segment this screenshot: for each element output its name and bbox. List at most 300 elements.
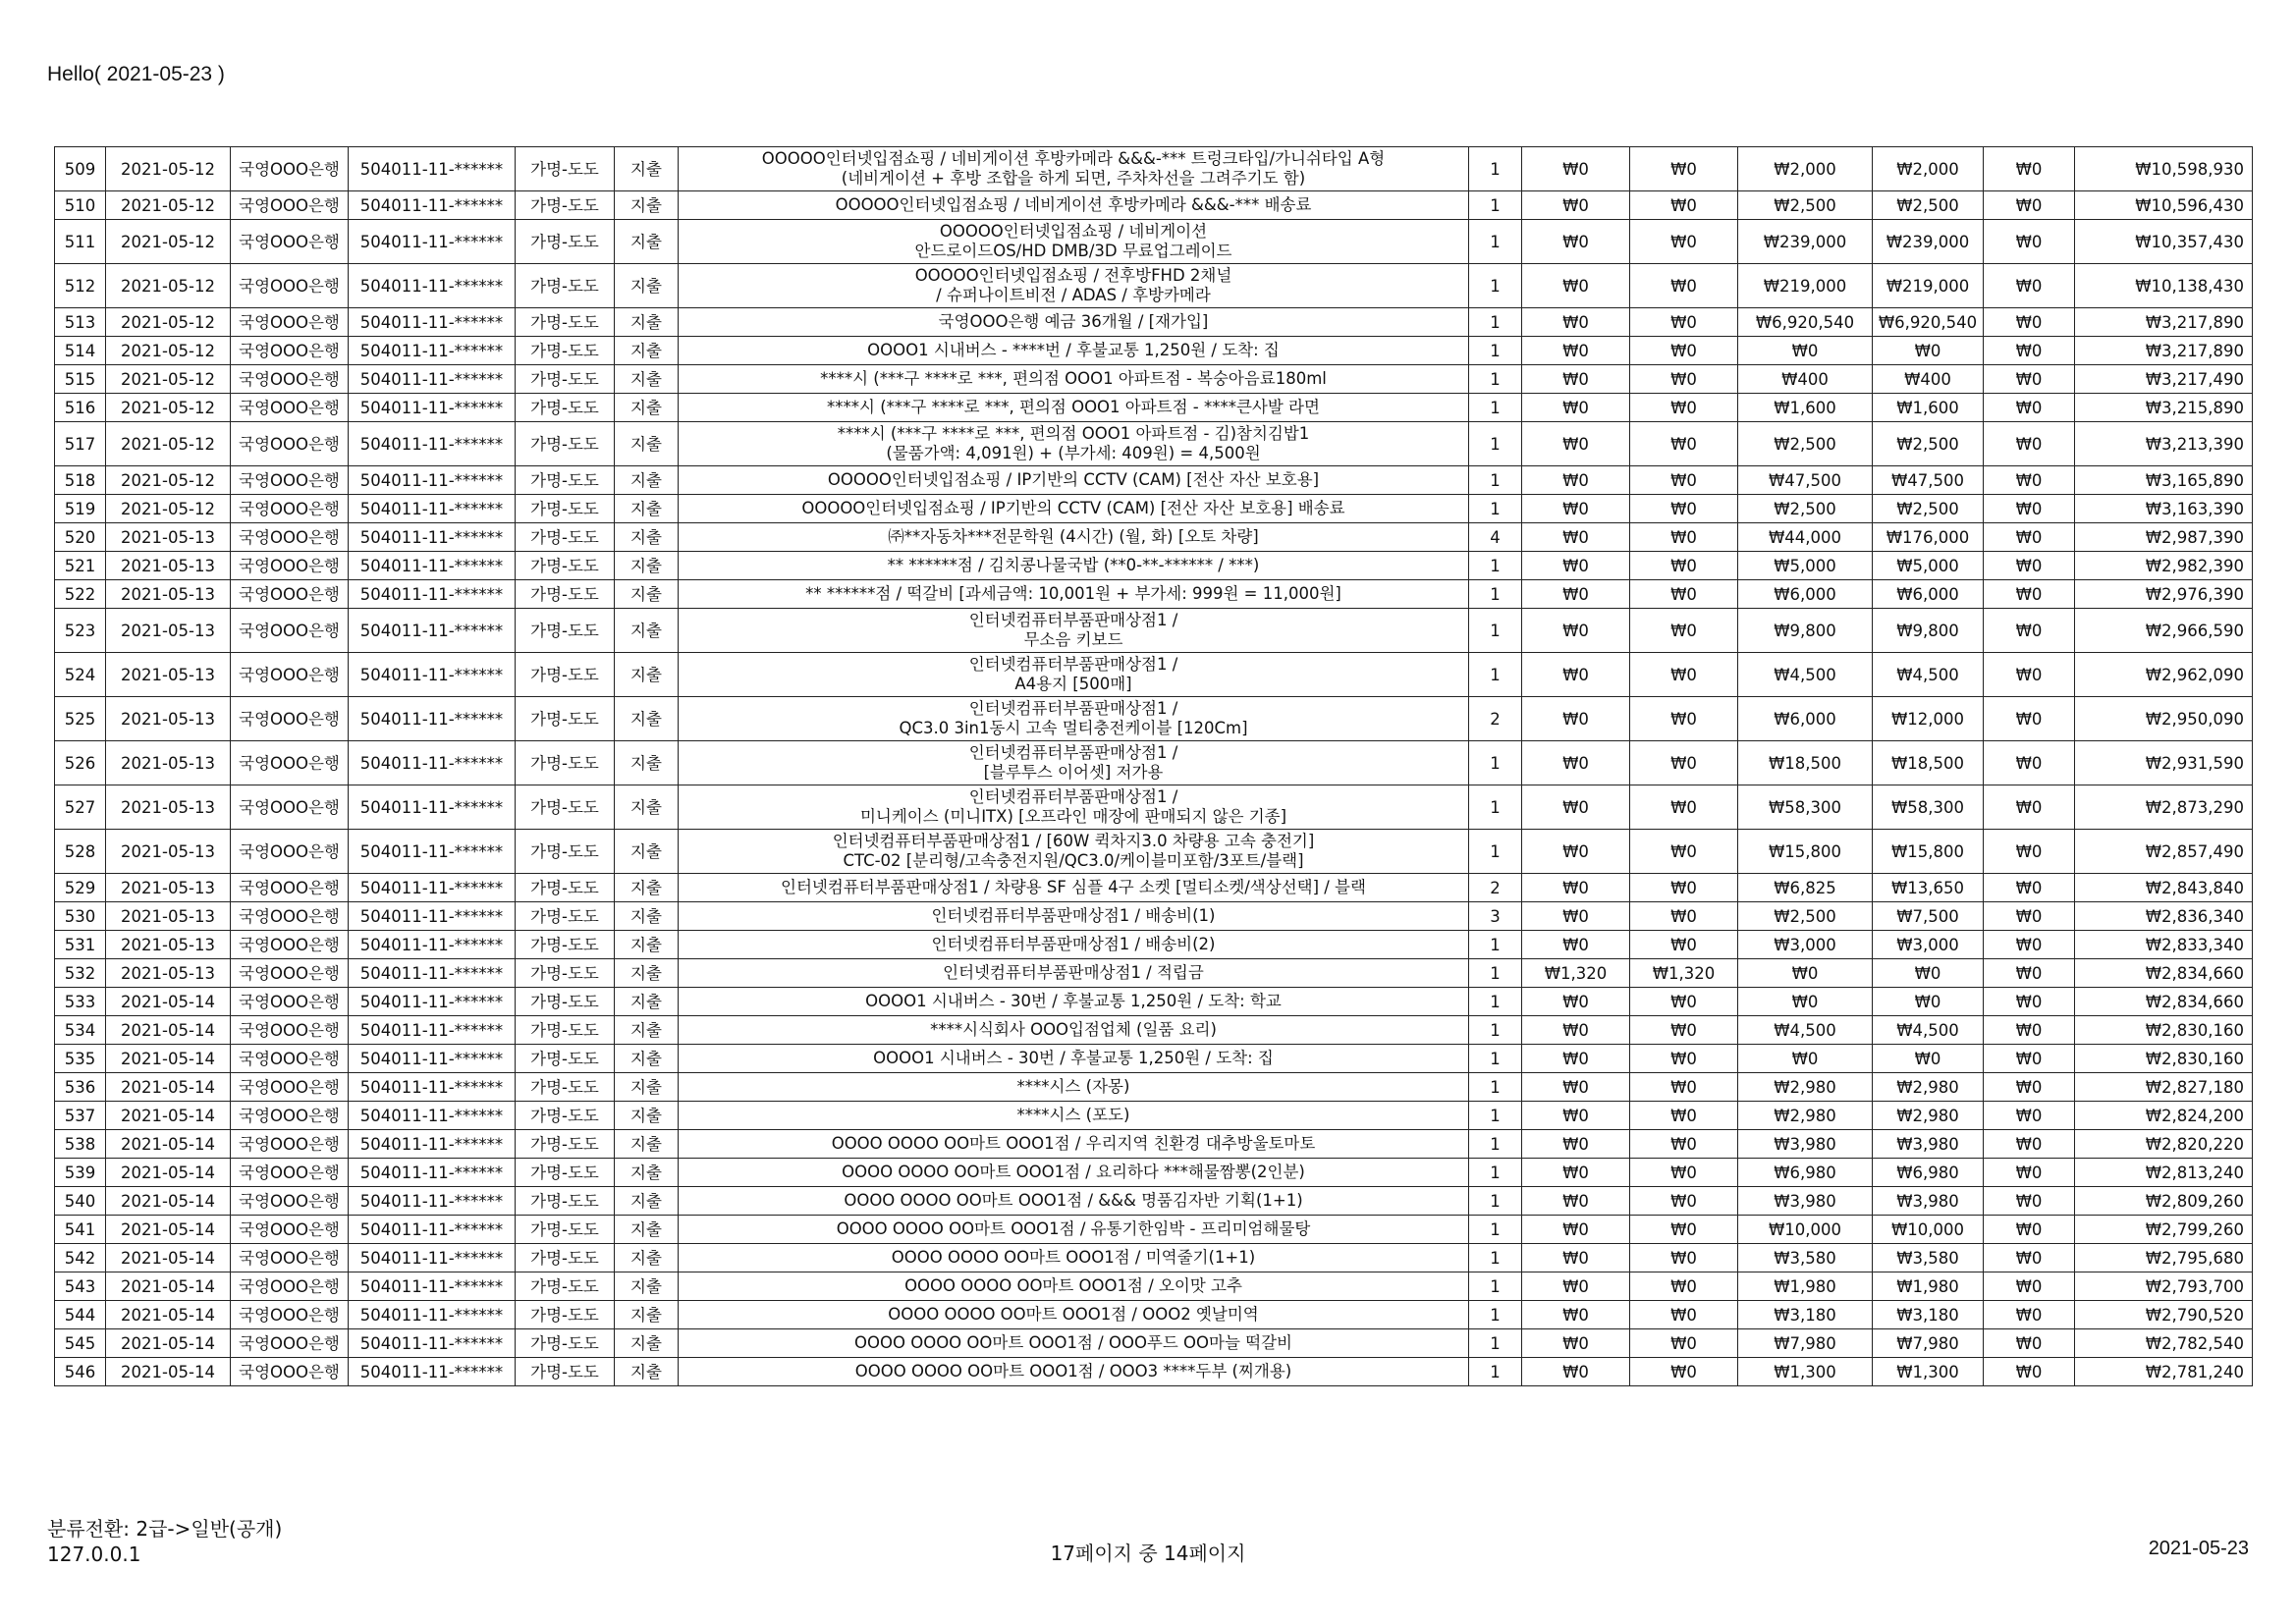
description-line: 인터넷컴퓨터부품판매상점1 / 배송비(2) xyxy=(931,935,1216,953)
type-cell: 지출 xyxy=(615,1244,679,1272)
description-cell xyxy=(679,308,1469,337)
row-number-cell: 514 xyxy=(55,337,106,365)
row-number-cell: 519 xyxy=(55,495,106,523)
balance-cell: ₩2,793,700 xyxy=(2075,1272,2253,1301)
amount-cell: ₩0 xyxy=(1630,466,1738,495)
date-cell: 2021-05-12 xyxy=(106,308,231,337)
bank-cell: 국영OOO은행 xyxy=(231,523,349,552)
description-line: 인터넷컴퓨터부품판매상점1 / 적립금 xyxy=(943,963,1204,982)
account-cell: 504011-11-****** xyxy=(349,220,516,264)
amount-cell: ₩0 xyxy=(1522,147,1630,191)
account-cell: 504011-11-****** xyxy=(349,191,516,220)
amount-cell: ₩2,500 xyxy=(1873,191,1984,220)
date-cell: 2021-05-14 xyxy=(106,1329,231,1358)
amount-cell: ₩3,980 xyxy=(1738,1130,1873,1159)
table-row xyxy=(55,1216,2253,1244)
amount-cell: ₩0 xyxy=(1630,1329,1738,1358)
table-row xyxy=(55,1301,2253,1329)
type-cell: 지출 xyxy=(615,308,679,337)
category-cell: 가명-도도 xyxy=(516,697,615,741)
description-cell xyxy=(679,785,1469,830)
description-cell xyxy=(679,147,1469,191)
quantity-cell: 1 xyxy=(1469,580,1522,609)
amount-cell: ₩0 xyxy=(1984,1301,2075,1329)
description-line: (물품가액: 4,091원) + (부가세: 409원) = 4,500원 xyxy=(886,444,1261,462)
description-line: ****시스 (포도) xyxy=(1016,1106,1130,1124)
amount-cell: ₩0 xyxy=(1984,959,2075,988)
amount-cell: ₩0 xyxy=(1522,1016,1630,1045)
balance-cell: ₩3,163,390 xyxy=(2075,495,2253,523)
description-line: CTC-02 [분리형/고속충전지원/QC3.0/케이블미포함/3포트/블랙] xyxy=(843,851,1304,870)
amount-cell: ₩3,980 xyxy=(1873,1187,1984,1216)
quantity-cell: 1 xyxy=(1469,1301,1522,1329)
amount-cell: ₩0 xyxy=(1630,1073,1738,1102)
type-cell: 지출 xyxy=(615,1159,679,1187)
table-row xyxy=(55,394,2253,422)
quantity-cell: 1 xyxy=(1469,1244,1522,1272)
ip-address: 127.0.0.1 xyxy=(47,1543,141,1566)
date-cell: 2021-05-12 xyxy=(106,220,231,264)
amount-cell: ₩0 xyxy=(1873,1045,1984,1073)
description-line: ** ******점 / 떡갈비 [과세금액: 10,001원 + 부가세: 999원 = 11,000원] xyxy=(805,584,1341,603)
quantity-cell: 1 xyxy=(1469,365,1522,394)
balance-cell: ₩3,215,890 xyxy=(2075,394,2253,422)
category-cell: 가명-도도 xyxy=(516,609,615,653)
page-number: 17페이지 중 14페이지 xyxy=(1050,1542,1246,1565)
table-row xyxy=(55,931,2253,959)
account-cell: 504011-11-****** xyxy=(349,552,516,580)
description-cell xyxy=(679,394,1469,422)
bank-cell: 국영OOO은행 xyxy=(231,1016,349,1045)
description-cell xyxy=(679,609,1469,653)
amount-cell: ₩0 xyxy=(1984,220,2075,264)
amount-cell: ₩400 xyxy=(1873,365,1984,394)
amount-cell: ₩0 xyxy=(1522,220,1630,264)
quantity-cell: 1 xyxy=(1469,1272,1522,1301)
amount-cell: ₩0 xyxy=(1984,264,2075,308)
amount-cell: ₩0 xyxy=(1522,697,1630,741)
amount-cell: ₩0 xyxy=(1522,653,1630,697)
date-cell: 2021-05-13 xyxy=(106,874,231,902)
amount-cell: ₩0 xyxy=(1984,1358,2075,1386)
bank-cell: 국영OOO은행 xyxy=(231,495,349,523)
amount-cell: ₩0 xyxy=(1984,394,2075,422)
account-cell: 504011-11-****** xyxy=(349,1358,516,1386)
description-cell xyxy=(679,365,1469,394)
amount-cell: ₩0 xyxy=(1984,902,2075,931)
description-line: 인터넷컴퓨터부품판매상점1 / 차량용 SF 심플 4구 소켓 [멀티소켓/색상선택] / 블랙 xyxy=(781,878,1366,896)
description-cell xyxy=(679,1216,1469,1244)
description-line: 안드로이드OS/HD DMB/3D 무료업그레이드 xyxy=(914,242,1232,260)
amount-cell: ₩3,180 xyxy=(1873,1301,1984,1329)
bank-cell: 국영OOO은행 xyxy=(231,931,349,959)
quantity-cell: 1 xyxy=(1469,422,1522,466)
balance-cell: ₩2,813,240 xyxy=(2075,1159,2253,1187)
amount-cell: ₩0 xyxy=(1630,1102,1738,1130)
balance-cell: ₩2,931,590 xyxy=(2075,741,2253,785)
date-cell: 2021-05-14 xyxy=(106,1358,231,1386)
bank-cell: 국영OOO은행 xyxy=(231,1358,349,1386)
classification-label: 분류전환: 2급->일반(공개) xyxy=(47,1517,283,1541)
amount-cell: ₩2,000 xyxy=(1738,147,1873,191)
description-line: 미니케이스 (미니ITX) [오프라인 매장에 판매되지 않은 기종] xyxy=(859,807,1287,826)
category-cell: 가명-도도 xyxy=(516,785,615,830)
category-cell: 가명-도도 xyxy=(516,931,615,959)
description-cell xyxy=(679,931,1469,959)
amount-cell: ₩0 xyxy=(1984,466,2075,495)
amount-cell: ₩0 xyxy=(1522,1187,1630,1216)
amount-cell: ₩0 xyxy=(1630,1244,1738,1272)
amount-cell: ₩58,300 xyxy=(1873,785,1984,830)
bank-cell: 국영OOO은행 xyxy=(231,1130,349,1159)
description-cell xyxy=(679,1159,1469,1187)
amount-cell: ₩47,500 xyxy=(1873,466,1984,495)
description-line: OOOO OOOO OO마트 OOO1점 / &&& 명품김자반 기획(1+1) xyxy=(844,1191,1303,1210)
description-cell xyxy=(679,988,1469,1016)
type-cell: 지출 xyxy=(615,785,679,830)
table-row xyxy=(55,422,2253,466)
category-cell: 가명-도도 xyxy=(516,1358,615,1386)
date-cell: 2021-05-14 xyxy=(106,1216,231,1244)
description-line: 인터넷컴퓨터부품판매상점1 / xyxy=(968,699,1178,718)
amount-cell: ₩0 xyxy=(1738,988,1873,1016)
description-line: / 슈퍼나이트비전 / ADAS / 후방카메라 xyxy=(936,286,1211,304)
amount-cell: ₩0 xyxy=(1522,466,1630,495)
category-cell: 가명-도도 xyxy=(516,365,615,394)
date-cell: 2021-05-12 xyxy=(106,422,231,466)
description-line: OOOO OOOO OO마트 OOO1점 / OOO2 옛날미역 xyxy=(888,1305,1259,1324)
amount-cell: ₩0 xyxy=(1630,1301,1738,1329)
account-cell: 504011-11-****** xyxy=(349,422,516,466)
date-cell: 2021-05-14 xyxy=(106,1102,231,1130)
table-row xyxy=(55,1159,2253,1187)
account-cell: 504011-11-****** xyxy=(349,264,516,308)
account-cell: 504011-11-****** xyxy=(349,697,516,741)
category-cell: 가명-도도 xyxy=(516,308,615,337)
category-cell: 가명-도도 xyxy=(516,1216,615,1244)
amount-cell: ₩0 xyxy=(1630,931,1738,959)
bank-cell: 국영OOO은행 xyxy=(231,422,349,466)
bank-cell: 국영OOO은행 xyxy=(231,365,349,394)
amount-cell: ₩0 xyxy=(1984,988,2075,1016)
description-cell xyxy=(679,1301,1469,1329)
amount-cell: ₩176,000 xyxy=(1873,523,1984,552)
description-line: ****시스 (자몽) xyxy=(1016,1077,1130,1096)
type-cell: 지출 xyxy=(615,191,679,220)
account-cell: 504011-11-****** xyxy=(349,337,516,365)
balance-cell: ₩2,962,090 xyxy=(2075,653,2253,697)
amount-cell: ₩0 xyxy=(1522,1045,1630,1073)
balance-cell: ₩2,809,260 xyxy=(2075,1187,2253,1216)
type-cell: 지출 xyxy=(615,466,679,495)
amount-cell: ₩0 xyxy=(1522,1216,1630,1244)
amount-cell: ₩0 xyxy=(1630,830,1738,874)
table-row xyxy=(55,580,2253,609)
account-cell: 504011-11-****** xyxy=(349,959,516,988)
amount-cell: ₩0 xyxy=(1630,220,1738,264)
date-cell: 2021-05-12 xyxy=(106,466,231,495)
amount-cell: ₩0 xyxy=(1984,580,2075,609)
type-cell: 지출 xyxy=(615,988,679,1016)
balance-cell: ₩2,790,520 xyxy=(2075,1301,2253,1329)
quantity-cell: 1 xyxy=(1469,1159,1522,1187)
row-number-cell: 545 xyxy=(55,1329,106,1358)
amount-cell: ₩18,500 xyxy=(1873,741,1984,785)
balance-cell: ₩2,833,340 xyxy=(2075,931,2253,959)
amount-cell: ₩3,000 xyxy=(1738,931,1873,959)
amount-cell: ₩7,500 xyxy=(1873,902,1984,931)
type-cell: 지출 xyxy=(615,609,679,653)
amount-cell: ₩0 xyxy=(1873,959,1984,988)
description-line: ****시식회사 OOO입점업체 (일품 요리) xyxy=(930,1020,1217,1039)
amount-cell: ₩2,000 xyxy=(1873,147,1984,191)
type-cell: 지출 xyxy=(615,1102,679,1130)
quantity-cell: 1 xyxy=(1469,394,1522,422)
amount-cell: ₩0 xyxy=(1522,1159,1630,1187)
amount-cell: ₩2,500 xyxy=(1738,902,1873,931)
account-cell: 504011-11-****** xyxy=(349,1187,516,1216)
amount-cell: ₩0 xyxy=(1522,580,1630,609)
date-cell: 2021-05-12 xyxy=(106,394,231,422)
account-cell: 504011-11-****** xyxy=(349,495,516,523)
account-cell: 504011-11-****** xyxy=(349,1073,516,1102)
type-cell: 지출 xyxy=(615,1358,679,1386)
description-line: OOOO OOOO OO마트 OOO1점 / 미역줄기(1+1) xyxy=(891,1248,1256,1267)
category-cell: 가명-도도 xyxy=(516,874,615,902)
type-cell: 지출 xyxy=(615,874,679,902)
balance-cell: ₩2,857,490 xyxy=(2075,830,2253,874)
row-number-cell: 536 xyxy=(55,1073,106,1102)
bank-cell: 국영OOO은행 xyxy=(231,1073,349,1102)
table-row xyxy=(55,264,2253,308)
page-header-title: Hello( 2021-05-23 ) xyxy=(47,63,225,85)
quantity-cell: 1 xyxy=(1469,609,1522,653)
table-row xyxy=(55,1272,2253,1301)
amount-cell: ₩0 xyxy=(1630,580,1738,609)
row-number-cell: 517 xyxy=(55,422,106,466)
bank-cell: 국영OOO은행 xyxy=(231,220,349,264)
date-cell: 2021-05-12 xyxy=(106,365,231,394)
amount-cell: ₩0 xyxy=(1522,1130,1630,1159)
bank-cell: 국영OOO은행 xyxy=(231,959,349,988)
amount-cell: ₩0 xyxy=(1984,365,2075,394)
row-number-cell: 533 xyxy=(55,988,106,1016)
bank-cell: 국영OOO은행 xyxy=(231,653,349,697)
row-number-cell: 524 xyxy=(55,653,106,697)
date-cell: 2021-05-14 xyxy=(106,1301,231,1329)
amount-cell: ₩2,500 xyxy=(1738,422,1873,466)
date-cell: 2021-05-13 xyxy=(106,830,231,874)
amount-cell: ₩0 xyxy=(1522,1073,1630,1102)
balance-cell: ₩2,830,160 xyxy=(2075,1045,2253,1073)
row-number-cell: 522 xyxy=(55,580,106,609)
category-cell: 가명-도도 xyxy=(516,902,615,931)
description-line: 인터넷컴퓨터부품판매상점1 / xyxy=(968,787,1178,806)
description-cell xyxy=(679,191,1469,220)
amount-cell: ₩0 xyxy=(1522,394,1630,422)
amount-cell: ₩0 xyxy=(1630,308,1738,337)
amount-cell: ₩219,000 xyxy=(1873,264,1984,308)
row-number-cell: 509 xyxy=(55,147,106,191)
date-cell: 2021-05-13 xyxy=(106,902,231,931)
amount-cell: ₩239,000 xyxy=(1873,220,1984,264)
account-cell: 504011-11-****** xyxy=(349,609,516,653)
amount-cell: ₩1,980 xyxy=(1738,1272,1873,1301)
category-cell: 가명-도도 xyxy=(516,466,615,495)
description-cell xyxy=(679,1244,1469,1272)
description-cell xyxy=(679,1130,1469,1159)
bank-cell: 국영OOO은행 xyxy=(231,741,349,785)
amount-cell: ₩4,500 xyxy=(1738,1016,1873,1045)
description-cell xyxy=(679,1272,1469,1301)
balance-cell: ₩2,781,240 xyxy=(2075,1358,2253,1386)
quantity-cell: 1 xyxy=(1469,1045,1522,1073)
table-row xyxy=(55,523,2253,552)
bank-cell: 국영OOO은행 xyxy=(231,147,349,191)
amount-cell: ₩0 xyxy=(1522,931,1630,959)
balance-cell: ₩2,950,090 xyxy=(2075,697,2253,741)
amount-cell: ₩0 xyxy=(1522,741,1630,785)
amount-cell: ₩0 xyxy=(1522,552,1630,580)
date-cell: 2021-05-13 xyxy=(106,931,231,959)
amount-cell: ₩0 xyxy=(1630,988,1738,1016)
account-cell: 504011-11-****** xyxy=(349,1159,516,1187)
date-cell: 2021-05-13 xyxy=(106,959,231,988)
amount-cell: ₩3,580 xyxy=(1873,1244,1984,1272)
amount-cell: ₩0 xyxy=(1984,1272,2075,1301)
amount-cell: ₩0 xyxy=(1984,1045,2075,1073)
account-cell: 504011-11-****** xyxy=(349,741,516,785)
balance-cell: ₩3,217,890 xyxy=(2075,308,2253,337)
amount-cell: ₩0 xyxy=(1630,147,1738,191)
table-row xyxy=(55,365,2253,394)
quantity-cell: 1 xyxy=(1469,931,1522,959)
footer-date: 2021-05-23 xyxy=(2148,1538,2249,1559)
amount-cell: ₩3,180 xyxy=(1738,1301,1873,1329)
date-cell: 2021-05-12 xyxy=(106,147,231,191)
amount-cell: ₩9,800 xyxy=(1873,609,1984,653)
type-cell: 지출 xyxy=(615,580,679,609)
quantity-cell: 1 xyxy=(1469,785,1522,830)
description-line: ****시 (***구 ****로 ***, 편의점 OOO1 아파트점 - 복숭아음료180ml xyxy=(820,369,1327,388)
description-cell xyxy=(679,959,1469,988)
description-cell xyxy=(679,1073,1469,1102)
amount-cell: ₩0 xyxy=(1984,830,2075,874)
description-line: OOOOO인터넷입점쇼핑 / 네비게이션 xyxy=(939,222,1208,241)
account-cell: 504011-11-****** xyxy=(349,365,516,394)
type-cell: 지출 xyxy=(615,422,679,466)
category-cell: 가명-도도 xyxy=(516,147,615,191)
amount-cell: ₩2,500 xyxy=(1873,495,1984,523)
amount-cell: ₩0 xyxy=(1984,552,2075,580)
account-cell: 504011-11-****** xyxy=(349,147,516,191)
row-number-cell: 523 xyxy=(55,609,106,653)
row-number-cell: 540 xyxy=(55,1187,106,1216)
description-cell xyxy=(679,466,1469,495)
description-cell xyxy=(679,220,1469,264)
amount-cell: ₩0 xyxy=(1630,1045,1738,1073)
type-cell: 지출 xyxy=(615,1016,679,1045)
amount-cell: ₩0 xyxy=(1630,609,1738,653)
table-row xyxy=(55,466,2253,495)
amount-cell: ₩0 xyxy=(1984,147,2075,191)
account-cell: 504011-11-****** xyxy=(349,1216,516,1244)
amount-cell: ₩18,500 xyxy=(1738,741,1873,785)
amount-cell: ₩0 xyxy=(1984,1159,2075,1187)
amount-cell: ₩0 xyxy=(1522,988,1630,1016)
description-line: OOOO1 시내버스 - ****번 / 후불교통 1,250원 / 도착: 집 xyxy=(867,341,1280,359)
category-cell: 가명-도도 xyxy=(516,1130,615,1159)
amount-cell: ₩6,000 xyxy=(1873,580,1984,609)
amount-cell: ₩219,000 xyxy=(1738,264,1873,308)
date-cell: 2021-05-13 xyxy=(106,697,231,741)
description-cell xyxy=(679,1358,1469,1386)
account-cell: 504011-11-****** xyxy=(349,466,516,495)
description-line: OOOO OOOO OO마트 OOO1점 / OOO푸드 OO마늘 떡갈비 xyxy=(854,1333,1292,1352)
quantity-cell: 1 xyxy=(1469,741,1522,785)
row-number-cell: 543 xyxy=(55,1272,106,1301)
bank-cell: 국영OOO은행 xyxy=(231,1045,349,1073)
account-cell: 504011-11-****** xyxy=(349,523,516,552)
amount-cell: ₩0 xyxy=(1522,1102,1630,1130)
type-cell: 지출 xyxy=(615,1045,679,1073)
amount-cell: ₩0 xyxy=(1630,191,1738,220)
amount-cell: ₩1,980 xyxy=(1873,1272,1984,1301)
amount-cell: ₩0 xyxy=(1630,785,1738,830)
amount-cell: ₩6,980 xyxy=(1873,1159,1984,1187)
category-cell: 가명-도도 xyxy=(516,959,615,988)
quantity-cell: 1 xyxy=(1469,1102,1522,1130)
date-cell: 2021-05-13 xyxy=(106,653,231,697)
amount-cell: ₩3,580 xyxy=(1738,1244,1873,1272)
row-number-cell: 529 xyxy=(55,874,106,902)
row-number-cell: 526 xyxy=(55,741,106,785)
row-number-cell: 516 xyxy=(55,394,106,422)
transaction-rows xyxy=(55,147,2253,1386)
amount-cell: ₩0 xyxy=(1873,337,1984,365)
type-cell: 지출 xyxy=(615,495,679,523)
amount-cell: ₩0 xyxy=(1630,394,1738,422)
row-number-cell: 546 xyxy=(55,1358,106,1386)
description-line: OOOO OOOO OO마트 OOO1점 / 요리하다 ***해물짬뽕(2인분) xyxy=(842,1163,1305,1181)
bank-cell: 국영OOO은행 xyxy=(231,697,349,741)
account-cell: 504011-11-****** xyxy=(349,1016,516,1045)
row-number-cell: 510 xyxy=(55,191,106,220)
amount-cell: ₩0 xyxy=(1522,523,1630,552)
type-cell: 지출 xyxy=(615,523,679,552)
amount-cell: ₩0 xyxy=(1522,1272,1630,1301)
balance-cell: ₩2,982,390 xyxy=(2075,552,2253,580)
date-cell: 2021-05-13 xyxy=(106,741,231,785)
amount-cell: ₩58,300 xyxy=(1738,785,1873,830)
balance-cell: ₩2,827,180 xyxy=(2075,1073,2253,1102)
row-number-cell: 525 xyxy=(55,697,106,741)
description-line: [블루투스 이어셋] 저가용 xyxy=(983,763,1164,782)
row-number-cell: 532 xyxy=(55,959,106,988)
table-row xyxy=(55,1102,2253,1130)
amount-cell: ₩0 xyxy=(1630,495,1738,523)
amount-cell: ₩9,800 xyxy=(1738,609,1873,653)
amount-cell: ₩0 xyxy=(1984,931,2075,959)
description-cell xyxy=(679,1045,1469,1073)
balance-cell: ₩2,976,390 xyxy=(2075,580,2253,609)
type-cell: 지출 xyxy=(615,220,679,264)
category-cell: 가명-도도 xyxy=(516,653,615,697)
bank-cell: 국영OOO은행 xyxy=(231,1244,349,1272)
amount-cell: ₩0 xyxy=(1984,1016,2075,1045)
quantity-cell: 1 xyxy=(1469,1187,1522,1216)
amount-cell: ₩0 xyxy=(1522,902,1630,931)
